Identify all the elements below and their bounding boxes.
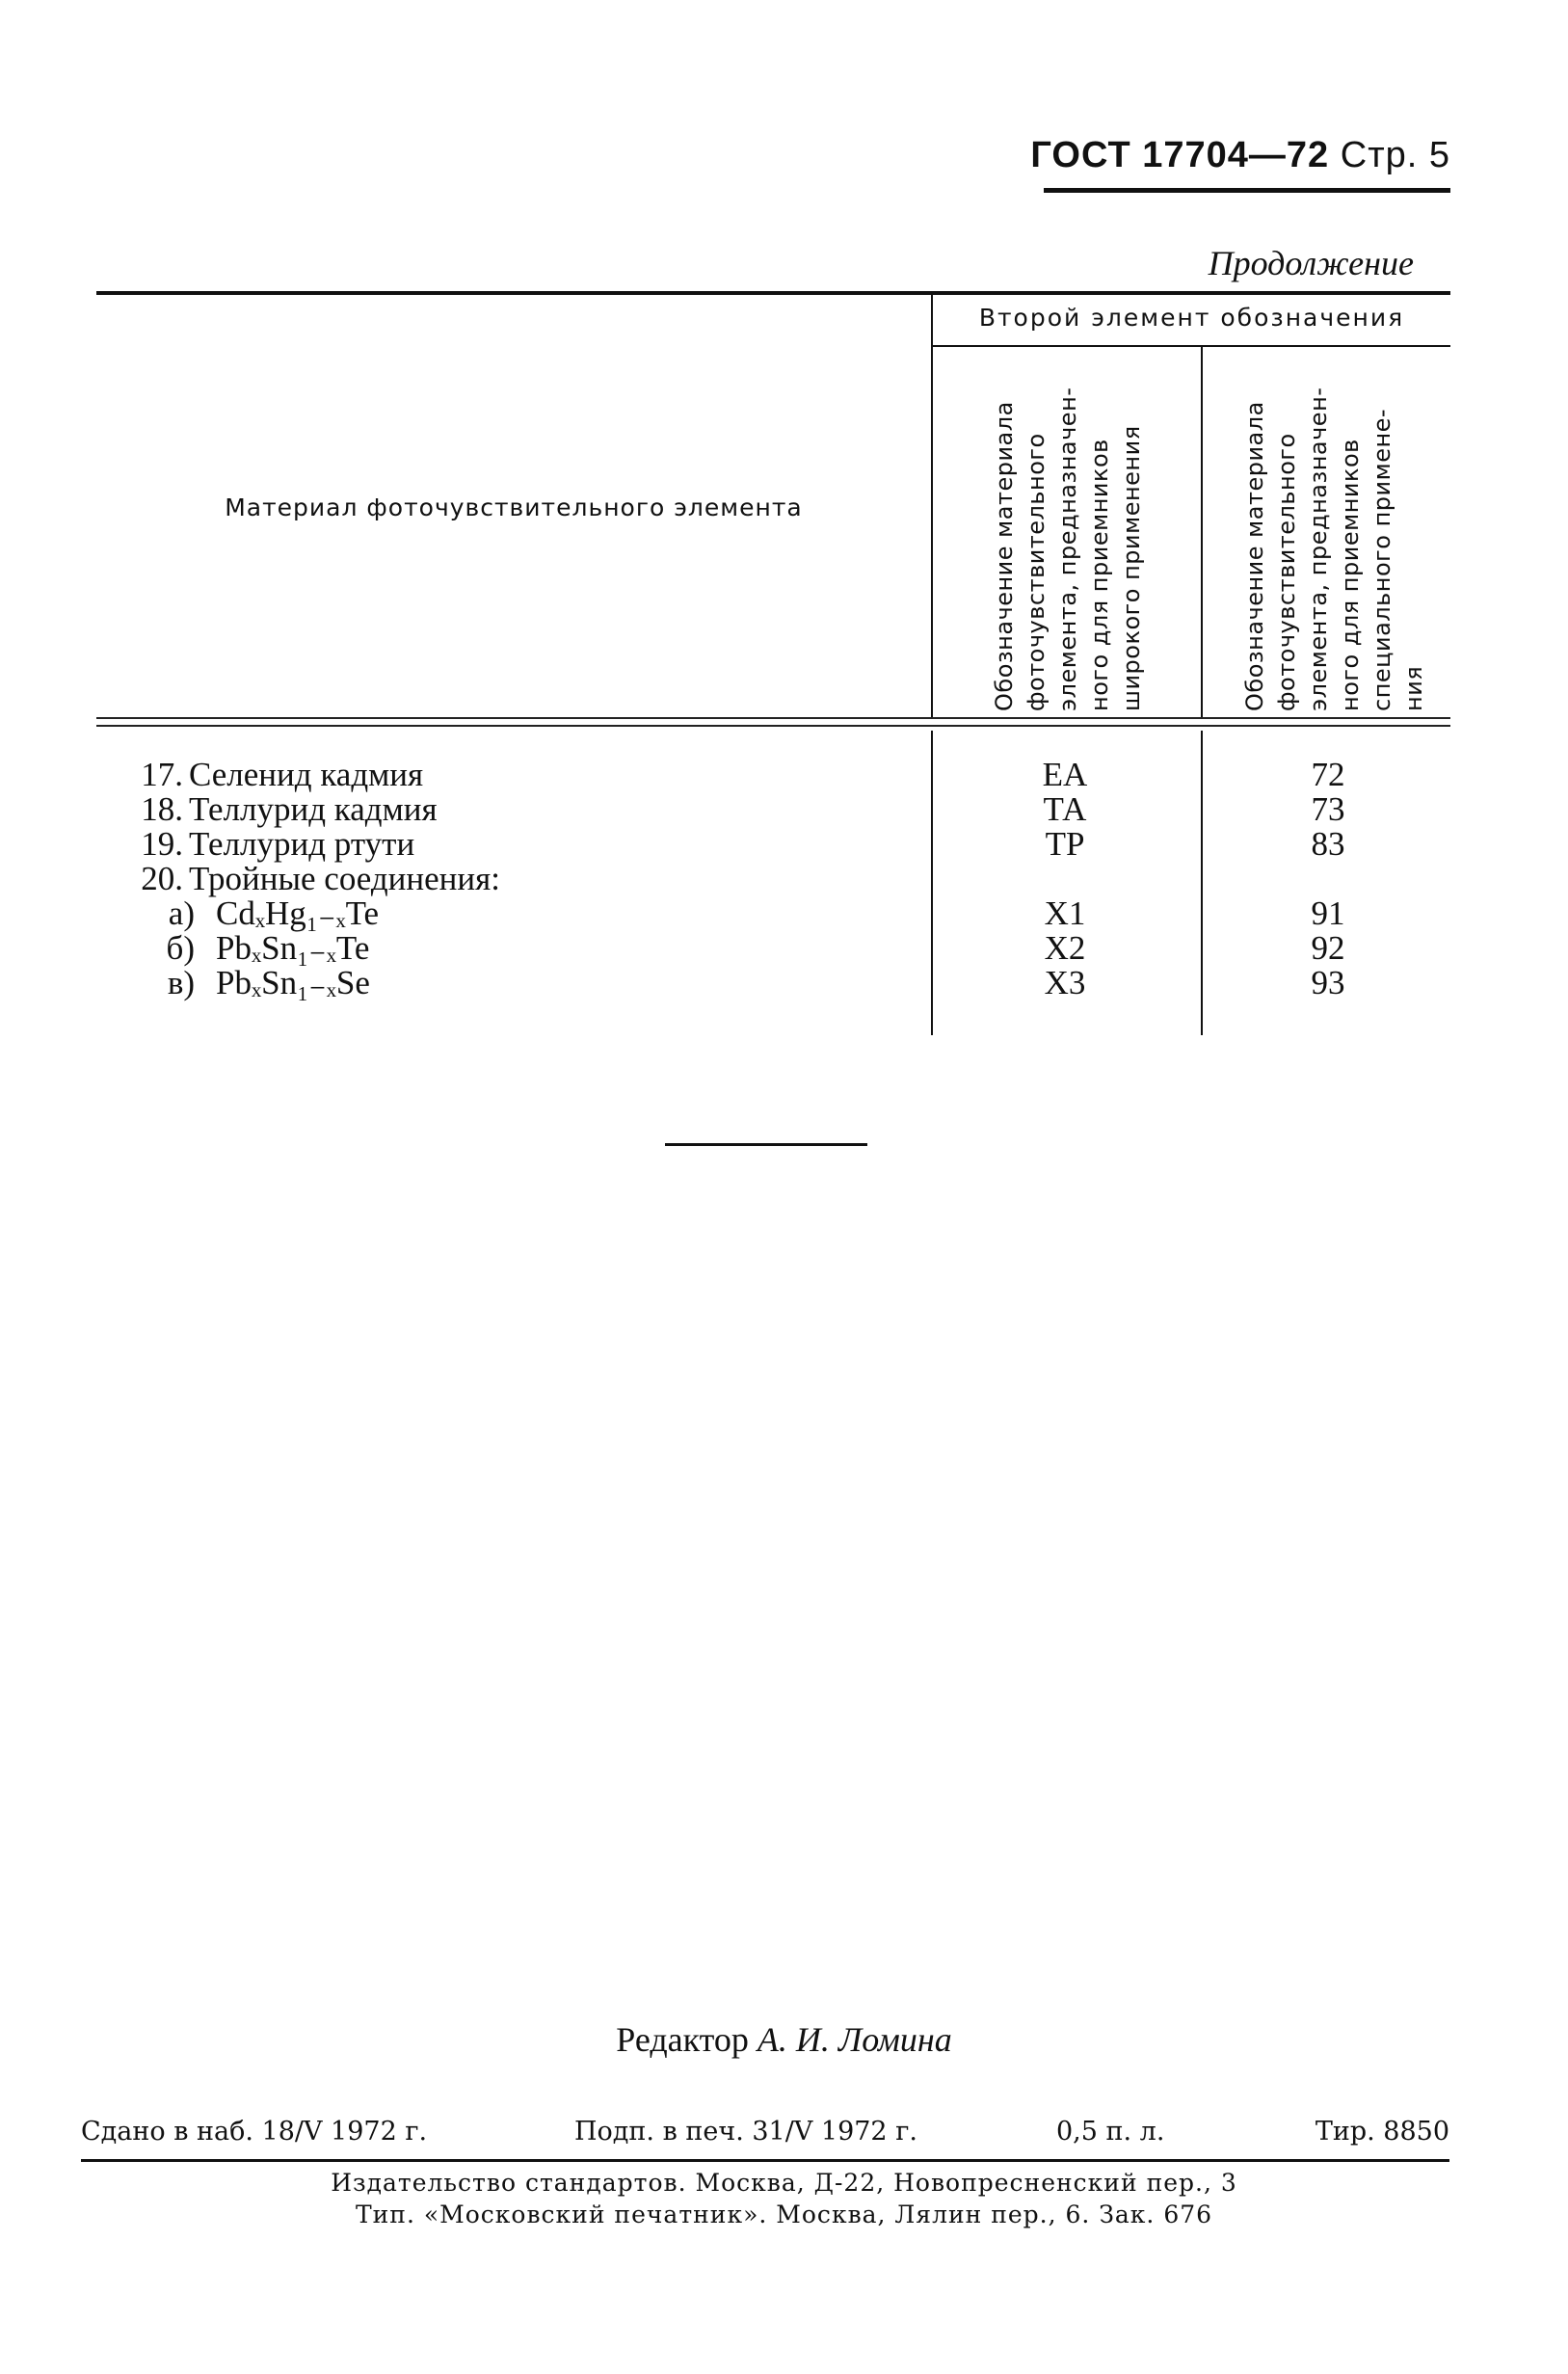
editor-label: Редактор — [616, 2020, 749, 2059]
column-header-wide: Обозначение материала фоточувствительного элемента, предназначен- ного для приемников широкого применения — [991, 387, 1145, 711]
group-header-rule — [933, 345, 1450, 347]
imprint-submitted: Сдано в наб. 18/V 1972 г. — [81, 2117, 428, 2147]
printer-address: Тип. «Московский печатник». Москва, Лялин пер., 6. Зак. 676 — [355, 2201, 1213, 2228]
publisher-address: Издательство стандартов. Москва, Д-22, Новопресненский пер., 3 — [331, 2169, 1237, 2197]
table-divider-sub — [1201, 347, 1203, 719]
section-end-rule — [665, 1143, 867, 1146]
header-body-rule — [96, 717, 1450, 719]
standard-number: ГОСТ 17704—72 — [1030, 135, 1330, 175]
table-row: 18. Теллурид кадмия ТА 73 — [141, 790, 1345, 828]
table-row: 20. Тройные соединения: — [141, 860, 500, 897]
editor-name: А. И. Ломина — [757, 2020, 952, 2059]
table-divider-main — [931, 295, 933, 719]
table-row: в) PbₓSn₁₋ₓSe X3 93 — [167, 964, 1345, 1001]
header-body-rule-second — [96, 725, 1450, 727]
imprint-sheets: 0,5 п. л. — [1056, 2117, 1165, 2147]
table-row: б) PbₓSn₁₋ₓTe X2 92 — [166, 929, 1345, 967]
continuation-label: Продолжение — [1208, 244, 1414, 282]
document-header — [1030, 135, 1450, 176]
column-header-special: Обозначение материала фоточувствительного элемента, предназначен- ного для приемников специального примене- ния — [1241, 387, 1427, 711]
imprint-print-run: Тир. 8850 — [1315, 2117, 1449, 2147]
header-rule — [1044, 188, 1450, 193]
column-header-material: Материал фоточувствительного элемента — [225, 493, 803, 521]
imprint-rule — [81, 2159, 1449, 2162]
column-group-header: Второй элемент обозначения — [978, 304, 1405, 332]
table-top-rule — [96, 291, 1450, 295]
editor-line — [0, 2019, 1568, 2060]
page-number: Стр. 5 — [1340, 135, 1450, 175]
table-row: а) CdₓHg₁₋ₓTe X1 91 — [168, 894, 1345, 932]
imprint-signed: Подп. в печ. 31/V 1972 г. — [574, 2117, 917, 2147]
table-row: 19. Теллурид ртути ТР 83 — [141, 825, 1345, 863]
table-row: 17. Селенид кадмия ЕА 72 — [141, 756, 1345, 793]
